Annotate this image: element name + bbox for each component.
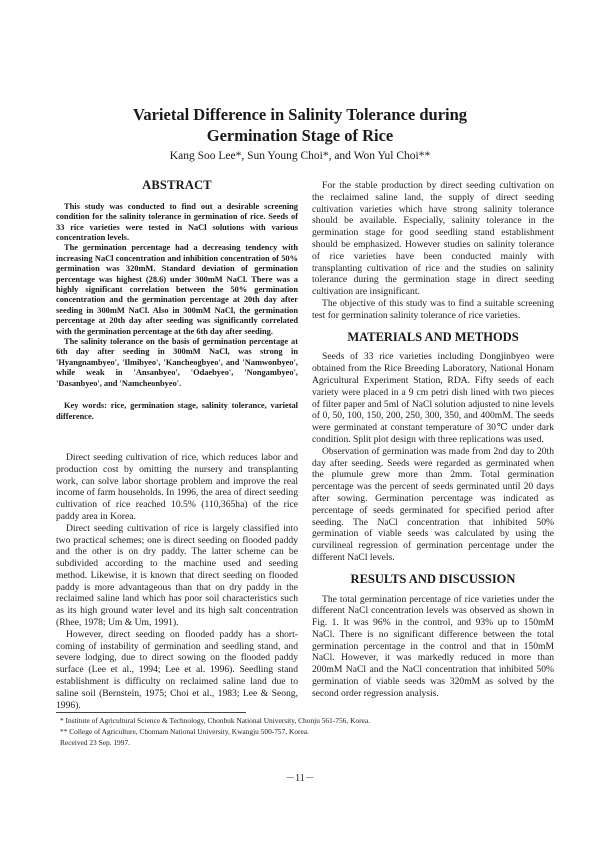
methods-body <box>312 351 554 563</box>
page-number: －11－ <box>285 773 315 784</box>
introduction-body <box>56 452 298 712</box>
intro-paragraph: The objective of this study was to find a suitable screening test for germination salinity tolerance of rice varieties. <box>312 297 554 321</box>
title-line-2: Germination Stage of Rice <box>206 126 394 145</box>
results-paragraph: The total germination percentage of rice varieties under the different NaCl concentration levels was observed as shown in Fig. 1. It was 96% in the control, and 93% up to 150mM NaCl. There is no significant difference between the total germination percentage in the control and that in 150mM NaCl. However, it was markedly reduced in more than 200mM NaCl and the NaCl concentration that inhibited 50% germination of viable seeds was 320mM as solved by the second order regression analysis. <box>312 593 554 699</box>
abstract-heading: ABSTRACT <box>142 178 212 192</box>
footnote-affiliation-1: * Institute of Agricultural Science & Technology, Chonbuk National University, Chonju 561-756, Korea. <box>60 716 370 725</box>
left-column <box>56 180 298 711</box>
introduction-continued <box>312 180 554 322</box>
results-body <box>312 594 554 700</box>
methods-paragraph: Observation of germination was made from 2nd day to 20th day after seeding. Seeds were regarded as germinated when the plumule grew more than 2mm. Total germination percentage was the percent of seeds germinated until 20 days after sowing. Germination percentage was indicated as percentage of seeds germinated for specified period after seeding. The NaCl concentration that inhibited 50% germination of viable seeds was calculated by using the curvilineal regression of germination percentage under the different NaCl levels. <box>312 445 554 563</box>
results-heading: RESULTS AND DISCUSSION <box>350 571 516 586</box>
abstract-paragraph: The germination percentage had a decreasing tendency with increasing NaCl concentration and inhibition concentration of 50% germination was 320mM. Standard deviation of germination percentage was highest (28.6) under 300mM NaCl. There was a highly significant correlation between the 50% germination concentration and the germination percentage at 20th day after seeding in 300mM NaCl. Also in 300mM NaCl, the germination percentage at 20th day after seeding was significantly correlated with the germination percentage at the 6th day after seeding. <box>56 243 298 336</box>
paper-title <box>60 104 540 146</box>
intro-paragraph: For the stable production by direct seeding cultivation on the reclaimed saline land, the supply of direct seeding cultivation varieties which have strong salinity tolerance should be available. Especially, salinity tolerance in the germination stage for good seedling stand establishment should be emphasized. However studies on salinity tolerance of rice varieties have been conducted mainly with transplanting cultivation of rice and the studies on salinity tolerance during the germination stage in direct seeding cultivation are insignificant. <box>312 180 554 298</box>
methods-heading: MATERIALS AND METHODS <box>347 329 519 344</box>
intro-paragraph: Direct seeding cultivation of rice is largely classified into two practical schemes; one is direct seeding on flooded paddy and the other is on dry paddy. The latter scheme can be subdivided according to the machine used and seeding method. Likewise, it is known that direct seeding on flooded paddy is more advantageous than that on dry paddy in the reclaimed saline land which has poor soil characteristics such as its high ground water level and its high salt concentration (Rhee, 1978; Um & Um, 1991). <box>56 522 298 629</box>
footnote-received-date: Received 23 Sep. 1997. <box>60 738 130 747</box>
intro-paragraph: However, direct seeding on flooded paddy has a short-coming of instability of germination and seedling stand, and severe lodging, due to direct sowing on the flooded paddy surface (Lee et al., 1994; Lee et al. 1996). Seedling stand establishment is difficulty on reclaimed saline land due to saline soil (Bernstein, 1975; Choi et al., 1983; Lee & Seong, 1996). <box>56 628 298 711</box>
abstract-paragraph: The salinity tolerance on the basis of germination percentage at 6th day after seeding in 300mM NaCl, was strong in 'Hyangnambyeo', 'Ilmibyeo', 'Kancheogbyeo', and 'Namwonbyeo', while weak in 'Ansanbyeo', 'Odaebyeo', 'Nongambyeo', 'Dasanbyeo', and 'Namcheonbyeo'. <box>56 337 298 388</box>
intro-paragraph: Direct seeding cultivation of rice, which reduces labor and production cost by omitting the nursery and transplanting work, can solve labor shortage problem and improve the real income of farm households. In 1996, the area of direct seeding cultivation of rice reached 10.5% (110,365ha) of the rice paddy area in Korea. <box>56 451 298 522</box>
methods-paragraph: Seeds of 33 rice varieties including Dongjinbyeo were obtained from the Rice Breeding Laboratory, National Honam Agricultural Experiment Station, RDA. Fifty seeds of each variety were placed in a 9 cm petri dish lined with two pieces of filter paper and 5ml of NaCl solution adjusted to nine levels of 0, 50, 100, 150, 200, 250, 300, 350, and 400mM. The seeds were germinated at constant temperature of 30℃ under dark condition. Split plot design with three replications was used. <box>312 351 554 445</box>
abstract-body <box>56 202 298 389</box>
keywords: Key words: rice, germination stage, salinity tolerance, varietal difference. <box>56 401 298 421</box>
footnote-divider <box>56 712 246 713</box>
footnote-affiliation-2: ** College of Agriculture, Chonnam National University, Kwangju 500-757, Korea. <box>60 727 309 736</box>
right-column <box>312 180 554 700</box>
title-line-1: Varietal Difference in Salinity Tolerance during <box>132 105 468 124</box>
author-list: Kang Soo Lee*, Sun Young Choi*, and Won Yul Choi** <box>169 150 431 162</box>
abstract-paragraph: This study was conducted to find out a desirable screening condition for the salinity tolerance in germination of rice. Seeds of 33 rice varieties were tested in NaCl solutions with various concentration levels. <box>56 201 298 243</box>
